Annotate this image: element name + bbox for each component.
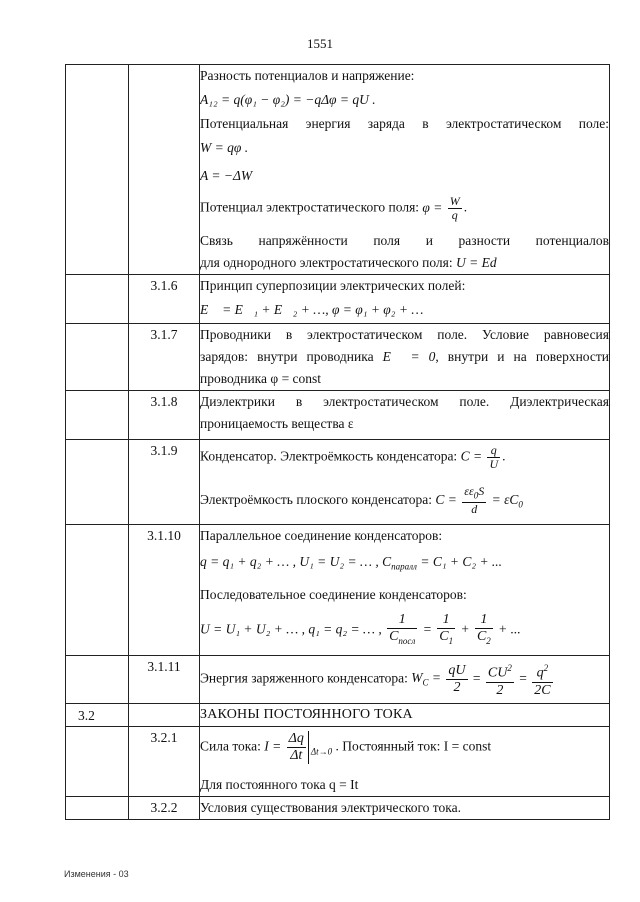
fraction-1-over-c2: $\frac{1}{C_2}$ bbox=[476, 612, 491, 646]
fraction-1-over-c-posl: $\frac{1}{C_{посл}}$ bbox=[389, 612, 416, 646]
formula-series: U = U₁ + U₂ + … , q₁ = q₂ = … , $\frac{1}{C_{посл}}$ = $\frac{1}{C_1}$ + $\frac{1}{C_2}$ + ... bbox=[200, 612, 609, 649]
row-text: Последовательное соединение конденсаторов: bbox=[200, 587, 467, 603]
table-row bbox=[66, 391, 610, 440]
formula: W = qφ . bbox=[200, 140, 249, 155]
row-text: Принцип суперпозиции электрических полей: bbox=[200, 278, 466, 293]
row-code: 3.1.9 bbox=[150, 443, 178, 458]
capacitance-line: Конденсатор. Электроёмкость конденсатора: C = $\frac{q}{U}$ . bbox=[200, 443, 506, 471]
fraction-1-over-c1: $\frac{1}{C_1}$ bbox=[439, 612, 454, 646]
formula: E⃗ = E⃗₁ + E⃗₂ + …, φ = φ₁ + φ₂ + … bbox=[200, 302, 424, 317]
formula-phi: φ = bbox=[422, 199, 443, 215]
row-text: Потенциал электростатического поля: bbox=[200, 199, 420, 215]
section-code: 3.2 bbox=[78, 707, 95, 723]
current-line: Сила тока: I = $\frac{\Delta q}{\Delta t}$ $_{\Delta t\to 0}$ . Постоянный ток: I = const bbox=[200, 730, 492, 763]
fraction-eps-s-over-d: $\frac{\varepsilon\varepsilon_0S}{d}$ bbox=[464, 484, 485, 517]
flat-capacitor-line: Электроёмкость плоского конденсатора: C = $\frac{\varepsilon\varepsilon_0S}{d}$ = $\varepsilon C_0$ bbox=[200, 484, 523, 517]
table-row bbox=[66, 275, 610, 324]
row-text: Для постоянного тока q = It bbox=[200, 776, 359, 792]
link-line bbox=[200, 252, 609, 274]
row-code: 3.1.10 bbox=[147, 528, 181, 544]
row-code: 3.2.2 bbox=[150, 799, 178, 815]
formula: A₁₂ = q(φ₁ − φ₂) = −qΔφ = qU . bbox=[200, 92, 376, 107]
formula: U = Ed bbox=[456, 255, 497, 270]
table-row bbox=[66, 324, 610, 391]
row-text: Связь напряжённости поля и разности потенциалов bbox=[200, 233, 609, 248]
row-text: Проводники в электростатическом поле. Условие равновесия bbox=[200, 327, 609, 342]
formula: A = −ΔW bbox=[200, 168, 253, 183]
row-code: 3.2.1 bbox=[150, 729, 178, 745]
row-text: проводника φ = const bbox=[200, 371, 322, 386]
table-row bbox=[66, 65, 610, 275]
formula: E⃗ = 0 bbox=[382, 349, 436, 364]
table-row bbox=[66, 525, 610, 655]
row-code: 3.1.7 bbox=[150, 327, 178, 342]
table-row bbox=[66, 440, 610, 525]
page-number: 1551 bbox=[307, 36, 333, 51]
fraction-q-over-u: $\frac{q}{U}$ bbox=[489, 443, 499, 471]
fraction-cu2-over-2: $\frac{CU^2}{2}$ bbox=[486, 660, 514, 699]
row-code: 3.1.8 bbox=[150, 394, 178, 409]
row-text: Разность потенциалов и напряжение: bbox=[200, 68, 415, 83]
row-text: Потенциальная энергия заряда в электростатическом поле: bbox=[200, 116, 609, 131]
row-text: проницаемость вещества ε bbox=[200, 416, 354, 431]
row-text: Параллельное соединение конденсаторов: bbox=[200, 528, 443, 544]
table-row bbox=[66, 655, 610, 703]
potential-line: Потенциал электростатического поля: φ = $\frac{W}{q}$ . bbox=[200, 194, 468, 222]
row-code bbox=[129, 65, 199, 68]
footer-note: Изменения - 03 bbox=[64, 869, 129, 879]
formula-parallel: q = q₁ + q₂ + … , U₁ = U₂ = … , $C_{паралл} = C_1 + C_2$ + ... bbox=[200, 554, 503, 573]
row-code: 3.1.11 bbox=[147, 658, 181, 674]
table-row bbox=[66, 726, 610, 796]
energy-line: Энергия заряженного конденсатора: $W_C$ = $\frac{qU}{2}$ = $\frac{CU^2}{2}$ = $\frac{q^2}{2C}$ bbox=[200, 660, 609, 699]
row-text: для однородного электростатического поля: bbox=[200, 255, 453, 270]
content-table bbox=[65, 64, 610, 820]
fraction-dq-over-dt: $\frac{\Delta q}{\Delta t}$ bbox=[287, 731, 309, 764]
table-row bbox=[66, 796, 610, 819]
row-text: Диэлектрики в электростатическом поле. Диэлектрическая bbox=[200, 394, 609, 409]
fraction-qu-over-2: $\frac{qU}{2}$ bbox=[448, 662, 466, 695]
fraction-w-over-q: $\frac{W}{q}$ bbox=[449, 194, 460, 222]
table-row bbox=[66, 703, 610, 726]
section-title: ЗАКОНЫ ПОСТОЯННОГО ТОКА bbox=[200, 706, 413, 722]
fraction-q2-over-2c: $\frac{q^2}{2C}$ bbox=[532, 660, 552, 699]
row-text-line: зарядов: внутри проводника E⃗ = 0, внутри и на поверхности bbox=[200, 349, 610, 364]
row-code: 3.1.6 bbox=[150, 278, 178, 293]
row-text: Условия существования электрического тока. bbox=[200, 799, 461, 815]
